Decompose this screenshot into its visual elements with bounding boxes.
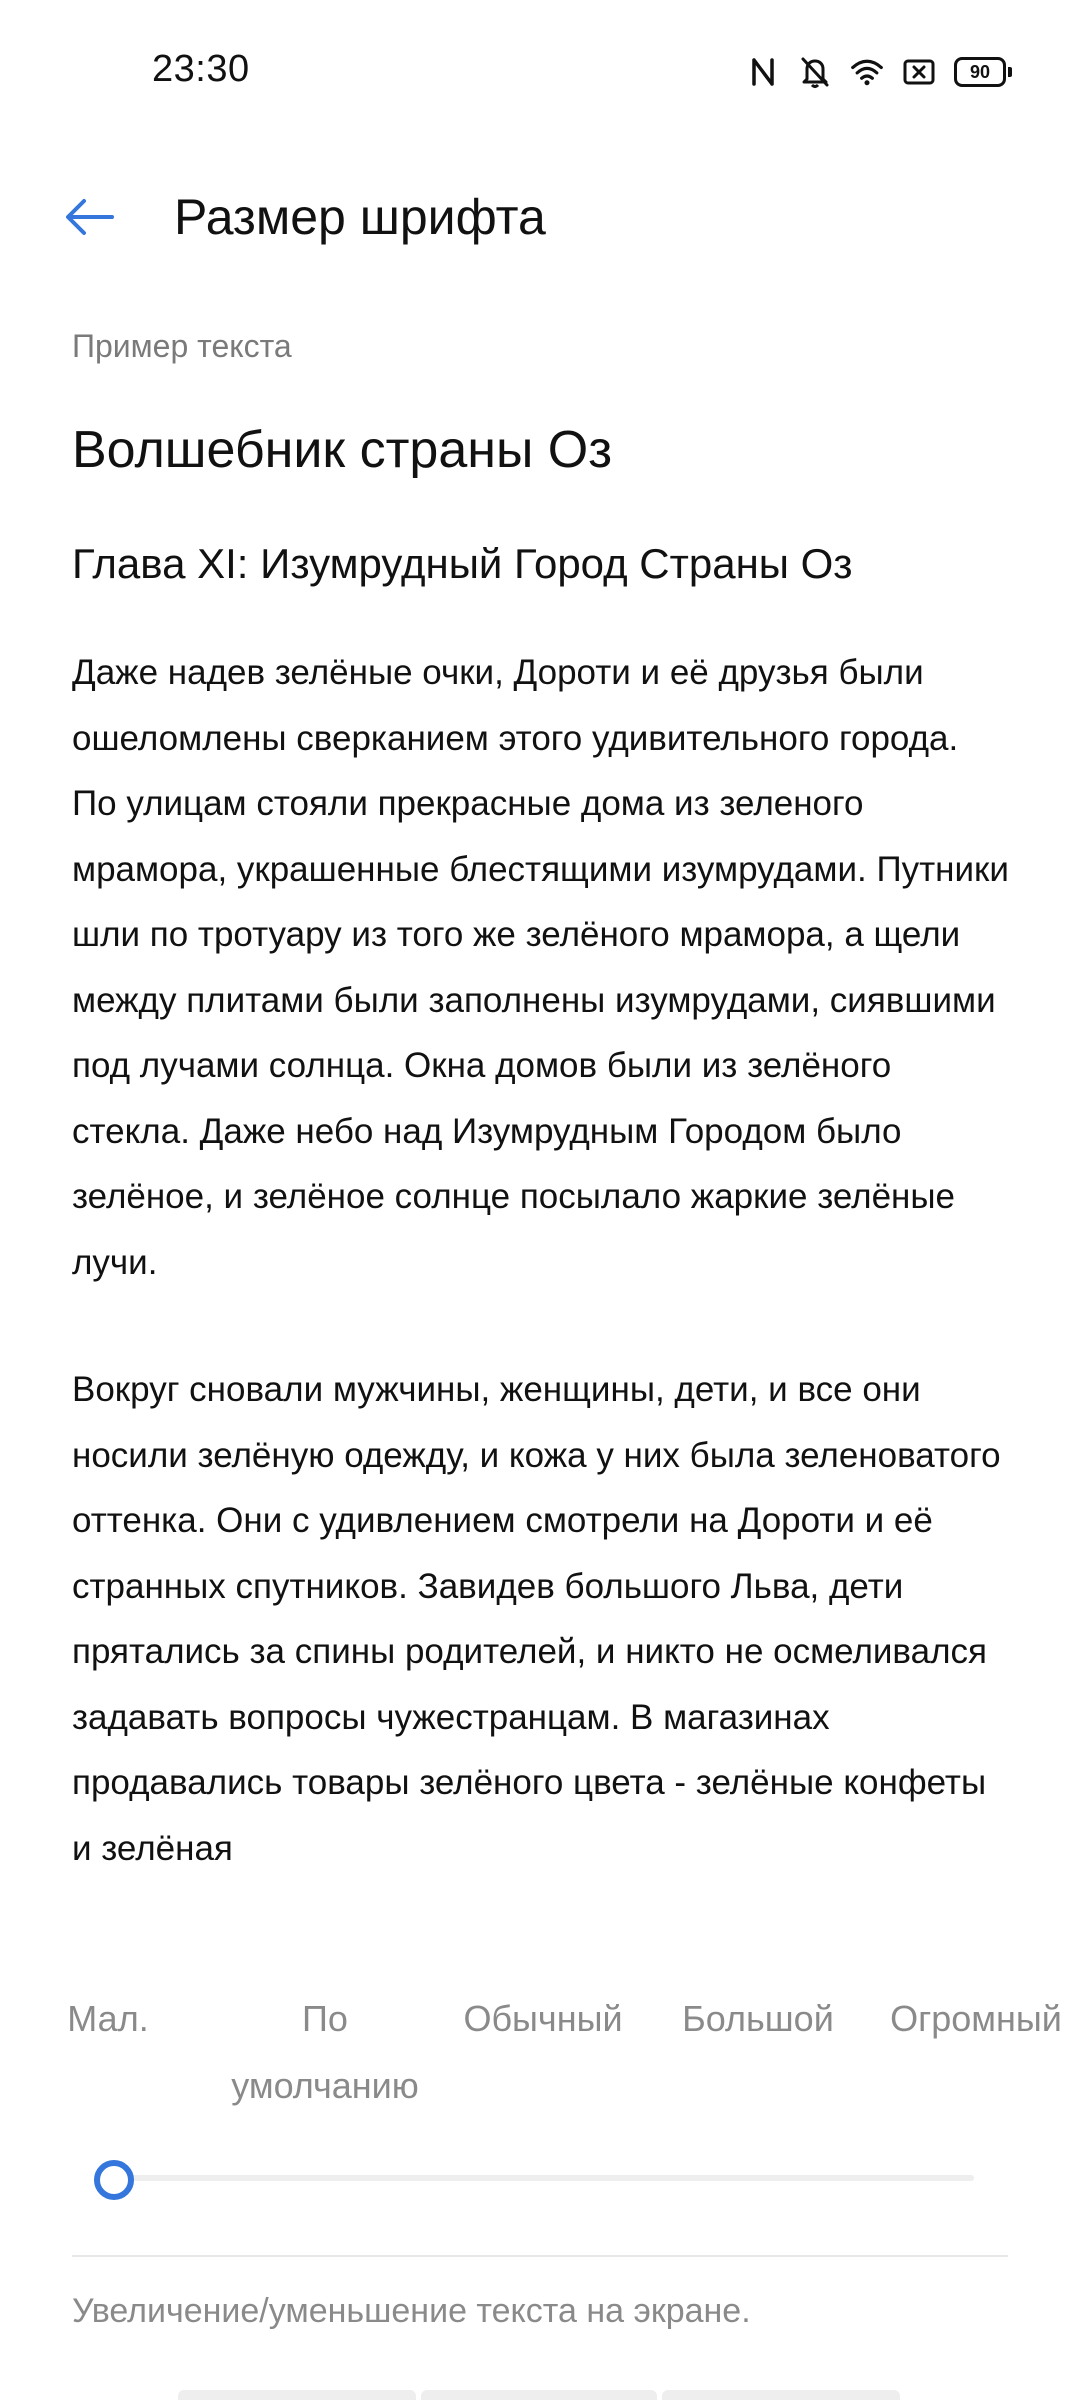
back-button[interactable] [58, 185, 122, 249]
bell-off-icon [798, 55, 832, 89]
paragraph-2: Вокруг сновали мужчины, женщины, дети, и все они носили зелёную одежду, и кожа у них была зеленоватого оттенка. Они с удивлением смотрели на Дороти и её странных спутников. Завидев большого Льва, дети прятались за спины родителей, и никто не осмеливался задавать вопросы чужестранцам. В магазинах продавались товары зелёного цвета - зелёные конфеты и зелёная [72, 1370, 1001, 1868]
status-time: 23:30 [152, 48, 250, 90]
status-icons [746, 52, 1012, 92]
font-size-option-huge[interactable]: Огромный [890, 1998, 1062, 2039]
font-size-option-normal[interactable]: Обычный [463, 1998, 623, 2039]
status-bar [0, 0, 1080, 140]
app-bar [0, 160, 1080, 270]
font-size-options [0, 1985, 1080, 2125]
hint-text: Увеличение/уменьшение текста на экране. [72, 2292, 751, 2330]
paragraph-1: Даже надев зелёные очки, Дороти и её друзья были ошеломлены сверканием этого удивительного города. По улицам стояли прекрасные дома из зеленого мрамора, украшенные блестящими изумрудами. Путники шли по тротуару из того же зелёного мрамора, а щели между плитами были заполнены изумрудами, сиявшими под лучами солнца. Окна домов были из зелёного стекла. Даже небо над Изумрудным Городом было зелёное, и зелёное солнце посылало жаркие зелёные лучи. [72, 653, 1009, 1282]
arrow-left-icon [64, 197, 116, 237]
font-size-option-large[interactable]: Большой [682, 1998, 834, 2039]
slider-thumb[interactable] [94, 2160, 134, 2200]
font-size-option-small[interactable]: Мал. [67, 1998, 149, 2039]
bottom-peek-item [421, 2390, 657, 2400]
divider [72, 2255, 1008, 2257]
font-size-option-default[interactable]: По умолчанию [231, 1998, 419, 2106]
book-title: Волшебник страны Оз [72, 421, 613, 479]
sim-off-icon [902, 55, 936, 89]
font-size-slider[interactable] [94, 2158, 974, 2198]
slider-track[interactable] [114, 2175, 974, 2181]
bottom-peek-item [178, 2390, 416, 2400]
nfc-icon [746, 55, 780, 89]
bottom-peek-item [662, 2390, 900, 2400]
page-title: Размер шрифта [174, 189, 546, 245]
section-label: Пример текста [72, 328, 292, 364]
wifi-icon [850, 55, 884, 89]
battery-tip [1008, 67, 1012, 77]
battery-icon [954, 57, 1012, 87]
battery-level: 90 [954, 57, 1006, 87]
chapter-title: Глава XI: Изумрудный Город Страны Оз [72, 540, 853, 587]
